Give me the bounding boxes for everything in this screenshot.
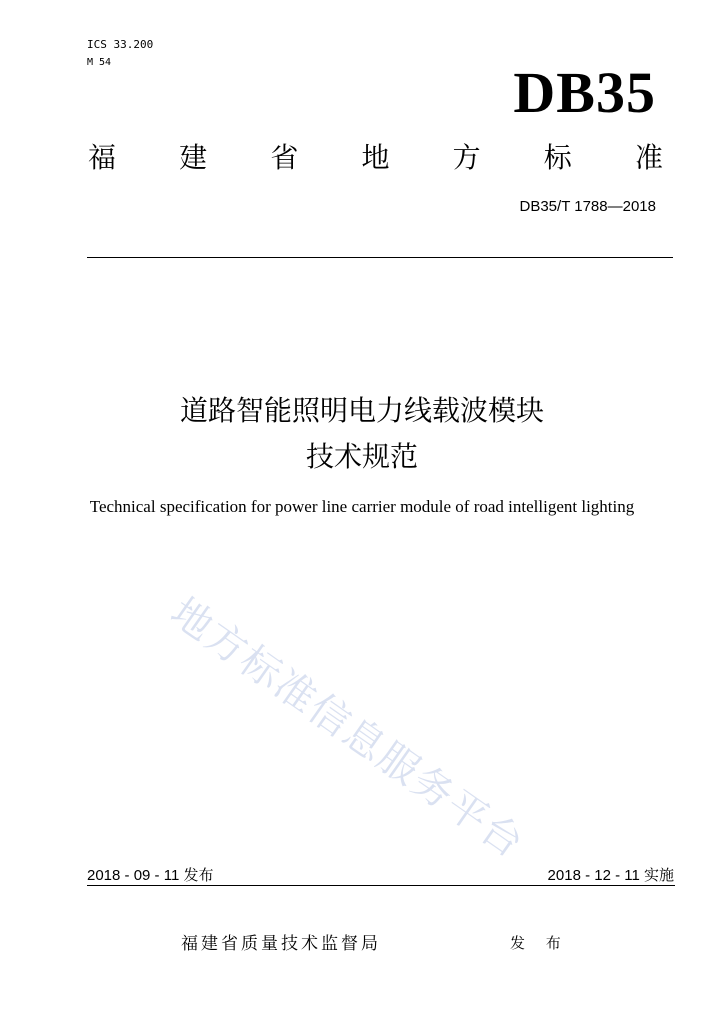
category-char: 准: [634, 141, 663, 174]
category-char: 省: [270, 141, 299, 174]
watermark: 地方标准信息服务平台: [162, 589, 533, 868]
publish-date: 2018 - 09 - 11 发布: [87, 867, 214, 884]
category-char: 福: [88, 141, 117, 174]
category-char: 建: [179, 141, 208, 174]
standard-number: DB35/T 1788—2018: [519, 198, 656, 215]
issue-label: 发 布: [510, 934, 569, 952]
category-char: 地: [361, 141, 390, 174]
ics-code: ICS 33.200: [87, 38, 154, 51]
category-char: 方: [452, 141, 481, 174]
standard-category: [88, 141, 663, 175]
issuer: 福建省质量技术监督局: [181, 934, 381, 954]
chinese-title: [0, 388, 724, 480]
ccs-code: M 54: [87, 57, 112, 68]
english-title: Technical specification for power line carrier module of road intelligent lighting: [89, 497, 635, 516]
chinese-title-line2: 技术规范: [305, 440, 418, 473]
category-char: 标: [543, 141, 572, 174]
implement-date: 2018 - 12 - 11 实施: [547, 867, 674, 884]
chinese-title-line1: 道路智能照明电力线载波模块: [179, 394, 544, 427]
footer-divider: [87, 885, 675, 886]
standard-code-mark: DB35: [513, 60, 656, 125]
header-divider: [87, 257, 673, 258]
